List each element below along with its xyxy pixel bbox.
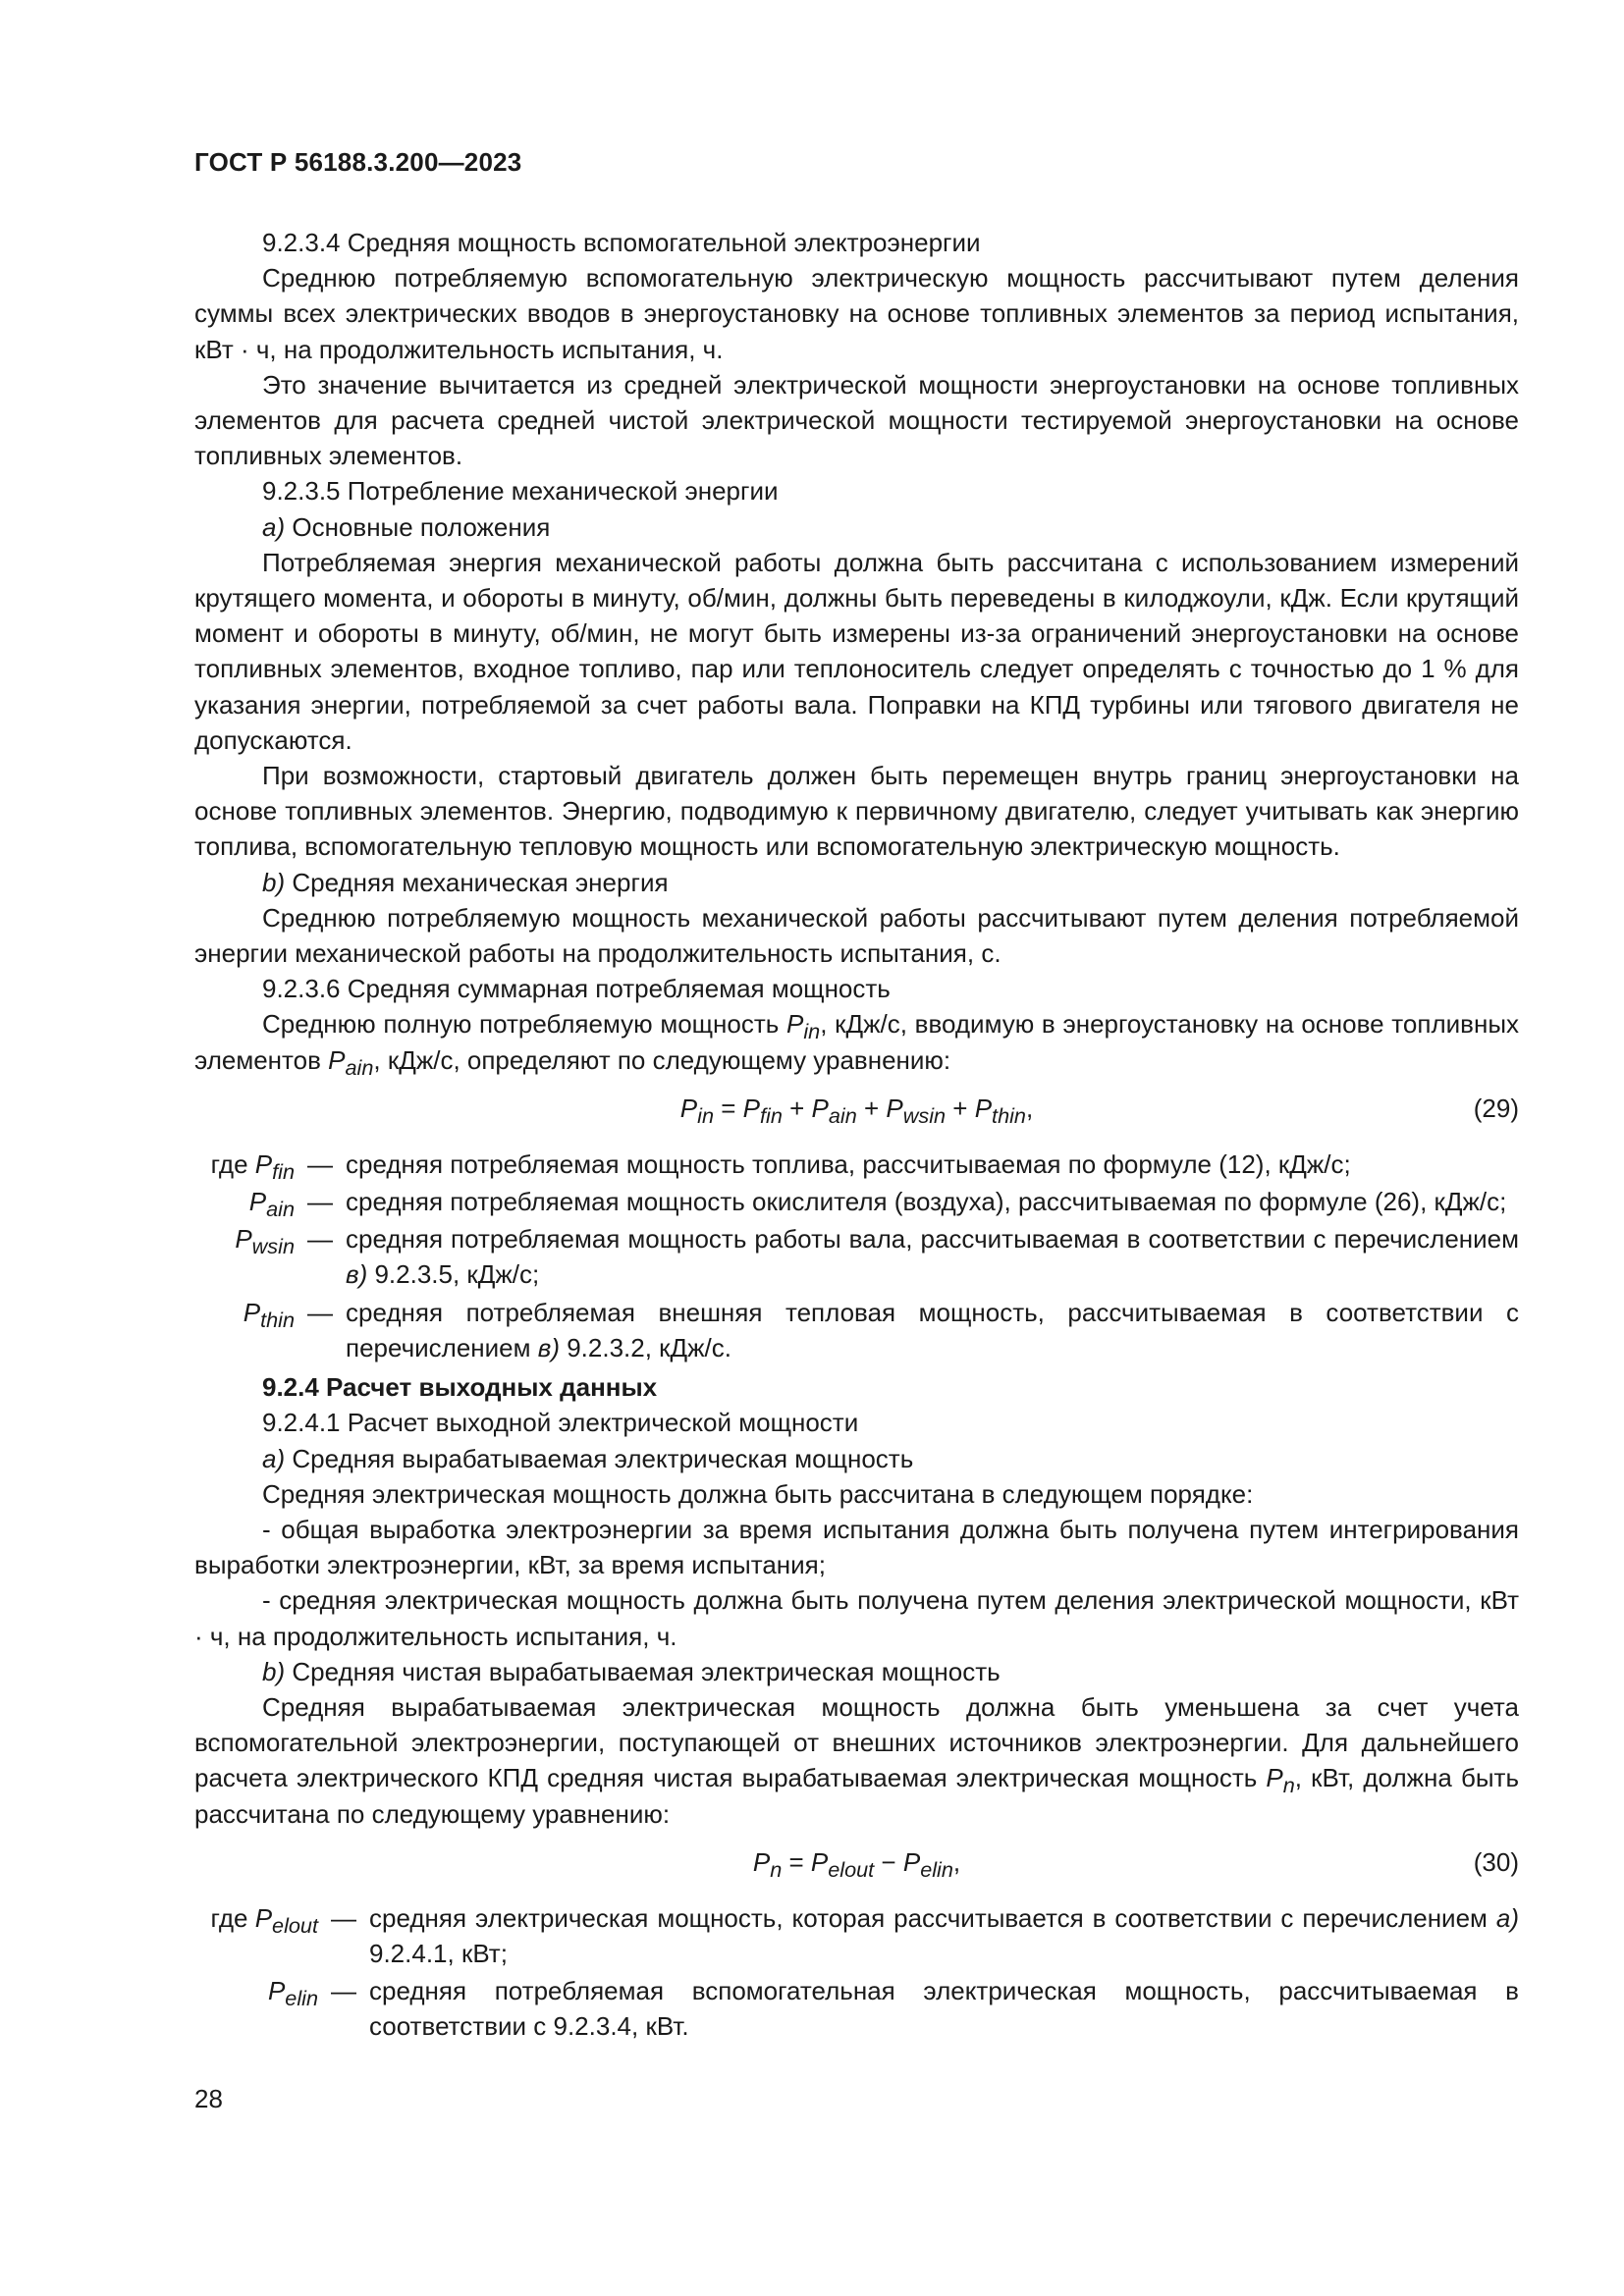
list-label: b) <box>262 1656 286 1686</box>
definition-row: $P_{elin}$ — средняя потребляемая вспомогательная электрическая мощность, рассчитываемая в соответствии с 9.2.3.4, кВт. <box>267 1976 1519 2042</box>
standard-header: ГОСТ Р 56188.3.200—2023 <box>194 147 522 177</box>
section-9-2-3-5-title: 9.2.3.5 Потребление механической энергии <box>262 476 779 507</box>
list-item-b-title: b) Средняя механическая энергия <box>262 867 669 897</box>
section-9-2-4-1-title: 9.2.4.1 Расчет выходной электрической мощности <box>262 1408 859 1438</box>
definition-row: $P_{thin}$ — средняя потребляемая внешняя тепловая мощность, рассчитываемая в соответствии с перечислением в) 9.2.3.2, кДж/с. <box>243 1297 1519 1362</box>
list-label: b) <box>262 867 286 897</box>
page-number: 28 <box>194 2084 223 2113</box>
section-9-2-3-6-title: 9.2.3.6 Средняя суммарная потребляемая мощность <box>262 974 891 1004</box>
paragraph: Это значение вычитается из средней электрической мощности энергоустановки на основе топливных элементов для расчета средней чистой электрической мощности тестируемой энергоустановки на основе топливных элементов. <box>194 369 1519 471</box>
list-item-a-title: а) Средняя вырабатываемая электрическая мощность <box>262 1443 914 1473</box>
equation-29-number: (29) <box>1473 1093 1519 1123</box>
equation-30-formula: $P_n = P_{elout} - P_{elin}$, <box>752 1846 961 1882</box>
paragraph: Среднюю потребляемую вспомогательную электрическую мощность рассчитывают путем деления суммы всех электрических вводов в энергоустановку на основе топливных элементов за период испытания, кВт · ч, на продолжительность испытания, ч. <box>194 263 1519 364</box>
list-item-b-title: b) Средняя чистая вырабатываемая электрическая мощность <box>262 1656 1001 1686</box>
equation-29 <box>194 1078 1519 1139</box>
equation-30-number: (30) <box>1473 1846 1519 1877</box>
list-label: а) <box>262 1443 286 1473</box>
section-9-2-3-4-title: 9.2.3.4 Средняя мощность вспомогательной электроэнергии <box>262 228 981 257</box>
paragraph: При возможности, стартовый двигатель должен быть перемещен внутрь границ энергоустановки на основе топливных элементов. Энергию, подводимую к первичному двигателю, следует учитывать как энергию топлива, вспомогательную тепловую мощность или вспомогательную электрическую мощность. <box>194 761 1519 862</box>
paragraph: Потребляемая энергия механической работы должна быть рассчитана с использованием измерений крутящего момента, и обороты в минуту, об/мин, должны быть переведены в килоджоули, кДж. Если крутящий момент и обороты в минуту, об/мин, не могут быть измерены из-за ограничений энергоустановки на основе топливных элементов, входное топливо, пар или теплоноситель следует определять с точностью до 1 % для указания энергии, потребляемой за счет работы вала. Поправки на КПД турбины или тягового двигателя не допускаются. <box>194 547 1519 755</box>
equation-30 <box>194 1832 1519 1893</box>
section-9-2-4-title: 9.2.4 Расчет выходных данных <box>262 1372 658 1403</box>
definition-row: $P_{wsin}$ — средняя потребляемая мощность работы вала, рассчитываемая в соответствии с перечислением в) 9.2.3.5, кДж/с; <box>235 1224 1519 1290</box>
paragraph: Средняя электрическая мощность должна быть рассчитана в следующем порядке: <box>262 1478 1254 1509</box>
equation-29-definitions <box>194 1147 1519 1365</box>
equation-29-formula: $P_{in} = P_{fin} + P_{ain} + P_{wsin} + P_{thin}$, <box>679 1093 1034 1129</box>
definition-row: где $P_{elout}$ — средняя электрическая мощность, которая рассчитывается в соответствии с перечислением а) 9.2.4.1, кВт; <box>210 1902 1519 1968</box>
document-body <box>194 225 1519 2049</box>
definition-row: $P_{ain}$ — средняя потребляемая мощность окислителя (воздуха), рассчитываемая по формуле (26), кДж/с; <box>248 1187 1507 1222</box>
equation-30-definitions <box>194 1900 1519 2045</box>
paragraph-with-symbols: Среднюю полную потребляемую мощность $P_{in}$, кДж/с, вводимую в энергоустановку на основе топливных элементов $P_{ain}$, кДж/с, определяют по следующему уравнению: <box>194 1009 1520 1080</box>
definition-row: где $P_{fin}$ — средняя потребляемая мощность топлива, рассчитываемая по формуле (12), кДж/с; <box>210 1148 1351 1185</box>
bullet-item: - средняя электрическая мощность должна быть получена путем деления электрической мощности, кВт · ч, на продолжительность испытания, ч. <box>194 1585 1519 1651</box>
list-label: а) <box>262 511 286 542</box>
bullet-item: - общая выработка электроэнергии за время испытания должна быть получена путем интегрирования выработки электроэнергии, кВт, за время испытания; <box>194 1514 1519 1580</box>
paragraph-with-symbols: Средняя вырабатываемая электрическая мощность должна быть уменьшена за счет учета вспомогательной электроэнергии, поступающей от внешних источников электроэнергии. Для дальнейшего расчета электрического КПД средняя чистая вырабатываемая электрическая мощность $P_n$, кВт, должна быть рассчитана по следующему уравнению: <box>194 1691 1519 1829</box>
list-item-a-title: а) Основные положения <box>262 511 551 542</box>
paragraph: Среднюю потребляемую мощность механической работы рассчитывают путем деления потребляемой энергии механической работы на продолжительность испытания, с. <box>194 902 1519 969</box>
